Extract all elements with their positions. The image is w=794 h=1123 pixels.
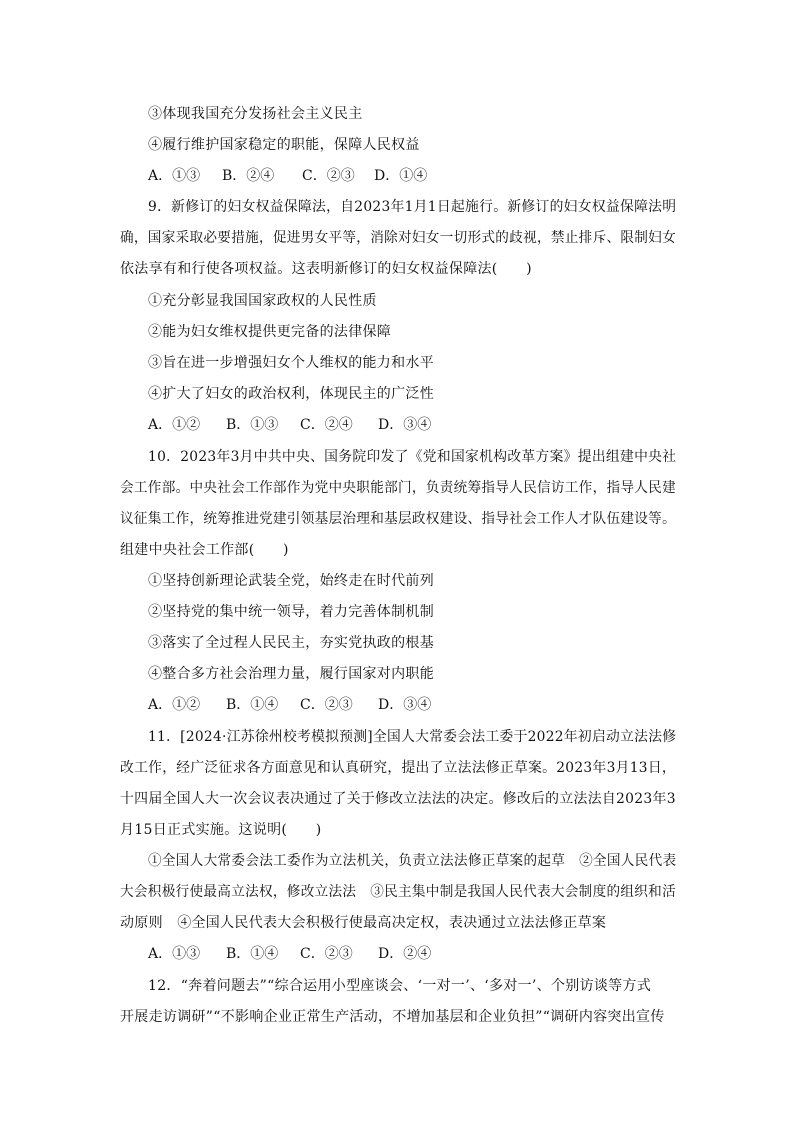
q10-option-c: C．②③ (300, 697, 353, 713)
q9-item-4: ④扩大了妇女的政治权利，体现民主的广泛性 (148, 386, 434, 402)
q9-option-c: C．②④ (300, 417, 353, 433)
q8-option-b: B．②④ (222, 168, 275, 184)
q11-stem-line-1: 11．[2024·江苏徐州校考模拟预测]全国人大常委会法工委于2022年初启动立法法修 (148, 729, 677, 745)
q11-items-line-3: 动原则 ④全国人民代表大会积极行使最高决定权，表决通过立法法修正草案 (120, 915, 607, 931)
q11-option-a: A．①③ (148, 946, 201, 962)
q10-item-4: ④整合多方社会治理力量，履行国家对内职能 (148, 666, 434, 682)
q11-option-c: C．②③ (300, 946, 353, 962)
q8-item-4: ④履行维护国家稳定的职能，保障人民权益 (148, 137, 420, 153)
q9-option-a: A．①② (148, 417, 201, 433)
q8-item-3: ③体现我国充分发扬社会主义民主 (148, 106, 363, 122)
q10-stem-line-1: 10．2023年3月中共中央、国务院印发了《党和国家机构改革方案》提出组建中央社 (148, 449, 677, 465)
q10-stem-line-2: 会工作部。中央社会工作部作为党中央职能部门，负责统筹指导人民信访工作，指导人民建 (120, 480, 676, 496)
q11-items-line-2: 大会积极行使最高立法权，修改立法法 ③民主集中制是我国人民代表大会制度的组织和活 (120, 884, 676, 900)
q10-option-d: D．③④ (378, 697, 432, 713)
q8-option-d: D．①④ (374, 168, 428, 184)
q9-stem-line-3: 依法享有和行使各项权益。这表明新修订的妇女权益保障法( ) (120, 261, 532, 277)
q10-option-b: B．①④ (226, 697, 279, 713)
q10-item-2: ②坚持党的集中统一领导，着力完善体制机制 (148, 604, 434, 620)
q11-stem-line-2: 改工作，经广泛征求各方面意见和认真研究，提出了立法法修正草案。2023年3月13日， (120, 760, 676, 776)
q10-item-3: ③落实了全过程人民民主，夯实党执政的根基 (148, 635, 434, 651)
q9-stem-line-2: 确，国家采取必要措施，促进男女平等，消除对妇女一切形式的歧视，禁止排斥、限制妇女 (120, 230, 676, 246)
q9-item-2: ②能为妇女维权提供更完备的法律保障 (148, 324, 392, 340)
q10-stem-line-3: 议征集工作，统筹推进党建引领基层治理和基层政权建设、指导社会工作人才队伍建设等。 (120, 511, 676, 527)
q11-items-line-1: ①全国人大常委会法工委作为立法机关，负责立法法修正草案的起草 ②全国人民代表 (148, 853, 677, 869)
q11-option-d: D．②④ (378, 946, 432, 962)
q12-stem-line-2: 开展走访调研”“不影响企业正常生产活动，不增加基层和企业负担”“调研内容突出宣传 (120, 1009, 665, 1025)
q11-option-b: B．①④ (226, 946, 279, 962)
q9-option-d: D．③④ (378, 417, 432, 433)
q11-stem-line-3: 十四届全国人大一次会议表决通过了关于修改立法法的决定。修改后的立法法自2023年3 (120, 791, 676, 807)
q10-stem-line-4: 组建中央社会工作部( ) (120, 542, 289, 558)
q9-item-3: ③旨在进一步增强妇女个人维权的能力和水平 (148, 355, 434, 371)
q10-item-1: ①坚持创新理论武装全党，始终走在时代前列 (148, 573, 434, 589)
q8-option-a: A．①③ (148, 168, 201, 184)
q9-stem-line-1: 9．新修订的妇女权益保障法，自2023年1月1日起施行。新修订的妇女权益保障法明 (148, 199, 677, 215)
q10-option-a: A．①② (148, 697, 201, 713)
q11-stem-line-4: 月15日正式实施。这说明( ) (120, 822, 322, 838)
q8-option-c: C．②③ (302, 168, 355, 184)
q12-stem-line-1: 12．“奔着问题去”“综合运用小型座谈会、‘一对一’、‘多对一’、个别访谈等方式 (148, 978, 652, 994)
q9-item-1: ①充分彰显我国国家政权的人民性质 (148, 293, 377, 309)
q9-option-b: B．①③ (226, 417, 279, 433)
